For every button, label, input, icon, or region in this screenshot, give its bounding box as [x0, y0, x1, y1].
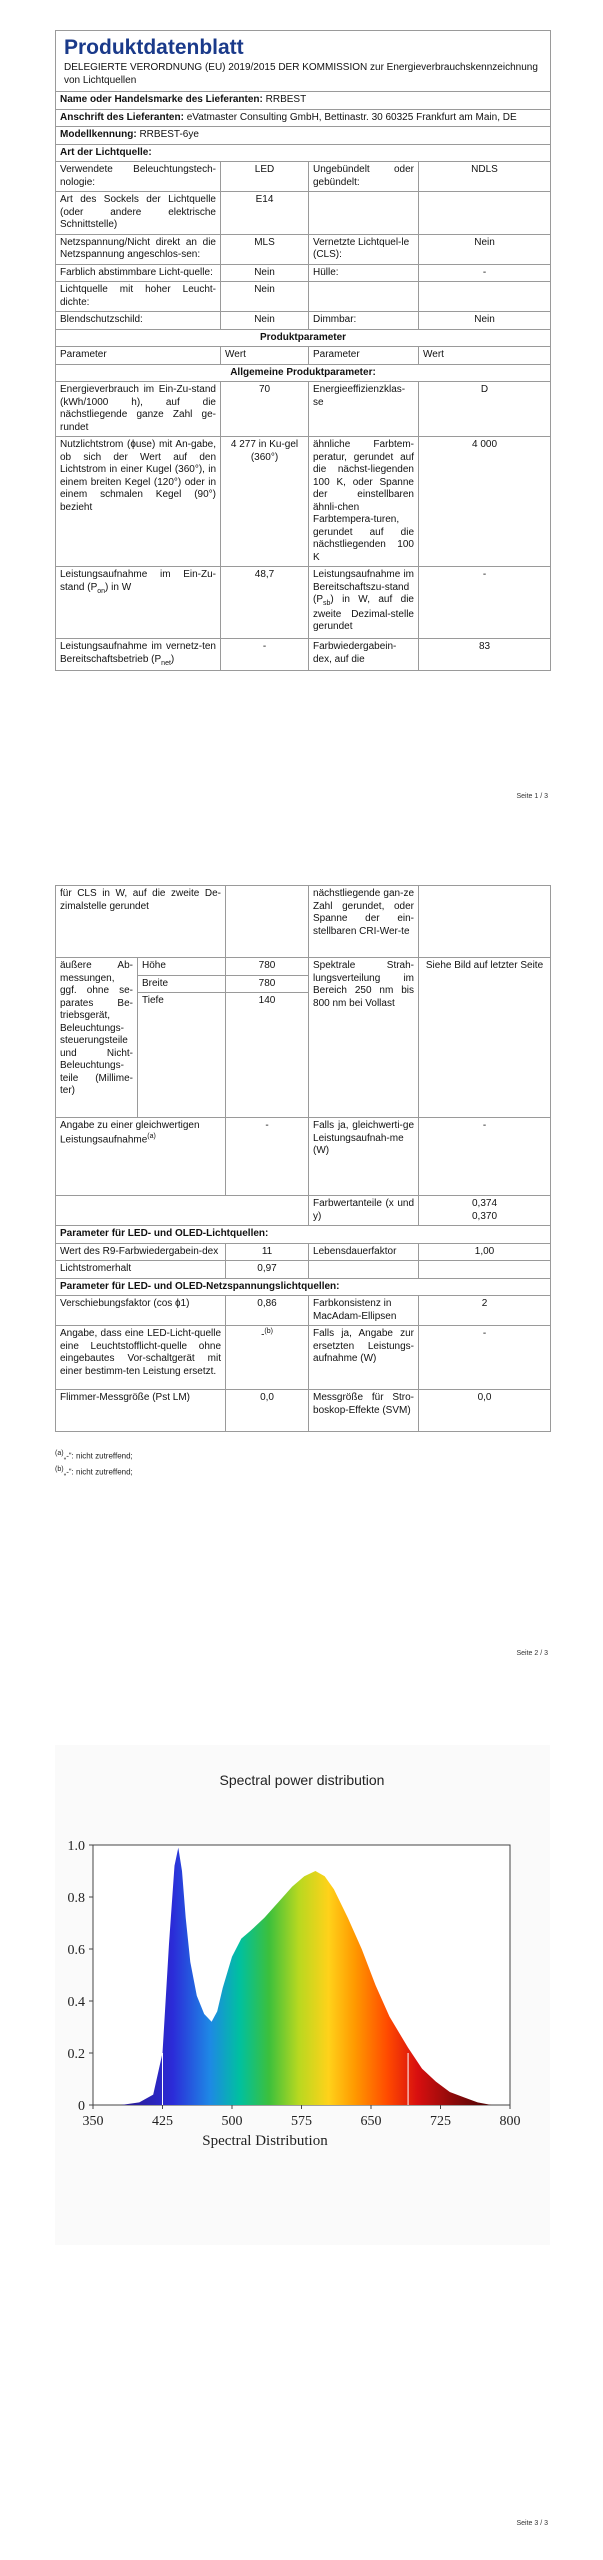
row-value: 4 277 in Ku-gel (360°) [221, 437, 309, 567]
r9-label: Wert des R9-Farbwiedergabein-dex [56, 1243, 226, 1261]
document-title: Produktdatenblatt [64, 36, 244, 59]
psb-tail: ) in W, auf die zweite Dezimal-stelle gerundet [313, 594, 414, 633]
x-tick-label: 800 [499, 2114, 521, 2129]
pnet-value: - [221, 639, 309, 671]
empty-cell [56, 1196, 309, 1226]
shift-value: 0,86 [226, 1296, 309, 1326]
row-label: Ungebündelt oder gebündelt: [309, 162, 419, 192]
page-footer: Seite 3 / 3 [516, 2520, 548, 2527]
table-row [56, 1390, 551, 1432]
cri-label: Farbwiedergabein-dex, auf die [309, 639, 419, 671]
chroma-label: Farbwertanteile (x und y) [309, 1196, 419, 1226]
row-value: Nein [419, 234, 551, 264]
consistency-label: Farbkonsistenz in MacAdam-Ellipsen [309, 1296, 419, 1326]
empty-cell [419, 1261, 551, 1279]
supplier-name-label: Name oder Handelsmarke des Lieferanten: [60, 94, 263, 106]
width-value: 780 [226, 975, 309, 993]
led-oled-heading: Parameter für LED- und OLED-Lichtquellen: [56, 1226, 551, 1244]
spectral-label: Spektrale Strah-lungsverteilung im Bereich 250 nm bis 800 nm bei Vollast [309, 958, 419, 1118]
row-value: MLS [221, 234, 309, 264]
lifetime-value: 1,00 [419, 1243, 551, 1261]
pon-tail: ) in W [105, 581, 132, 593]
table-row [56, 264, 551, 282]
replace-power-value: - [419, 1326, 551, 1390]
row-value: - [419, 264, 551, 282]
model-value: RRBEST-6ye [139, 129, 199, 141]
replace-value-cell [226, 1326, 309, 1390]
row-label: Art des Sockels der Lichtquelle (oder andere elektrische Schnittstelle) [56, 192, 221, 235]
table-row [56, 1261, 551, 1279]
row-label: Nutzlichtstrom (ɸuse) mit An-gabe, ob sich der Wert auf den Lichtstrom in einer Kugel (360°), in einem breiten Kegel (120°) oder in einem schmalen Kegel (90°) bezieht [56, 437, 221, 567]
table-row [56, 886, 551, 958]
pon-value: 48,7 [221, 567, 309, 639]
x-tick-label: 500 [221, 2114, 243, 2129]
supplier-name-value: RRBEST [265, 94, 307, 106]
flicker-label: Flimmer-Messgröße (Pst LM) [56, 1390, 226, 1432]
pnet-label: Leistungsaufnahme im vernetz-ten Bereitschaftsbetrieb (P [60, 641, 216, 665]
row-value [419, 192, 551, 235]
psb-label-cell [309, 567, 419, 639]
column-header: Wert [419, 347, 551, 365]
row-label [309, 282, 419, 312]
y-tick-label: 0.2 [67, 2047, 85, 2062]
row-label: Energieverbrauch im Ein-Zu-stand (kWh/1000 h), auf die nächstliegende ganze Zahl ge-rundet [56, 382, 221, 437]
width-label: Breite [138, 975, 226, 993]
replace-power-label: Falls ja, Angabe zur ersetzten Leistungs-aufnahme (W) [309, 1326, 419, 1390]
row-value: Nein [221, 312, 309, 330]
table-row [56, 234, 551, 264]
depth-value: 140 [226, 993, 309, 1118]
row-value: Nein [419, 312, 551, 330]
cri-value: 83 [419, 639, 551, 671]
model-label: Modellkennung: [60, 129, 137, 141]
row-label: Verwendete Beleuchtungstech-nologie: [56, 162, 221, 192]
table-row [56, 1243, 551, 1261]
row-label: Netzspannung/Nicht direkt an die Netzspannung angeschlos-sen: [56, 234, 221, 264]
row-label: Hülle: [309, 264, 419, 282]
strobe-label: Messgröße für Stro-boskop-Effekte (SVM) [309, 1390, 419, 1432]
replace-label: Angabe, dass eine LED-Licht-quelle eine Leuchtstofflicht-quelle ohne eingebautes Vor-schaltgerät mit einer bestimm-ten Leistung ersetzt. [56, 1326, 226, 1390]
table-row [56, 639, 551, 671]
row-value: Nein [221, 282, 309, 312]
psb-sub: sb [323, 600, 331, 608]
table-row [56, 567, 551, 639]
column-header: Wert [221, 347, 309, 365]
equiv-label-cell [56, 1118, 226, 1196]
footnote-a [55, 1450, 133, 1462]
table-row [56, 382, 551, 437]
row-label [309, 192, 419, 235]
table-row [56, 162, 551, 192]
row-value [226, 886, 309, 958]
chart-title: Spectral power distribution [219, 1772, 385, 1788]
footnote-b-text: „-“: nicht zutreffend; [63, 1467, 133, 1477]
supplier-address-value: eVatmaster Consulting GmbH, Bettinastr. 30 60325 Frankfurt am Main, DE [186, 111, 517, 123]
footnote-a-marker: (a) [55, 1450, 64, 1457]
page1-datasheet-table [55, 30, 551, 671]
x-tick-label: 650 [360, 2114, 382, 2129]
model-row [56, 127, 551, 145]
table-row [56, 282, 551, 312]
row-value [419, 282, 551, 312]
supplier-address-row [56, 109, 551, 127]
row-value: LED [221, 162, 309, 192]
equiv-sup: (a) [147, 1132, 156, 1140]
y-tick-label: 1.0 [67, 1839, 85, 1854]
y-tick-label: 0 [78, 2099, 85, 2114]
spectral-chart-panel [55, 1745, 550, 2245]
replace-value: - [261, 1329, 265, 1341]
column-header: Parameter [56, 347, 221, 365]
table-row [56, 192, 551, 235]
pon-label-cell [56, 567, 221, 639]
table-row [56, 1326, 551, 1390]
supplier-name-row [56, 92, 551, 110]
psb-label: Leistungsaufnahme im Bereitschaftszu-stand (P [313, 569, 414, 606]
pon-sub: on [97, 587, 106, 595]
empty-cell [309, 1261, 419, 1279]
table-row [56, 1196, 551, 1226]
pnet-tail: ) [170, 653, 175, 665]
replace-sup: (b) [264, 1328, 273, 1335]
row-label: ähnliche Farbtem-peratur, gerundet auf die nächst-liegenden 100 K, oder Spanne der einstellbaren ähnli-chen Farbtempera-turen, gerundet auf die nächstliegenden 100 K [309, 437, 419, 567]
equiv-power-label: Falls ja, gleichwerti-ge Leistungsaufnah-me (W) [309, 1118, 419, 1196]
equiv-power-value: - [419, 1118, 551, 1196]
dimensions-label: äußere Ab-messungen, ggf. ohne se-parates Be-triebsgerät, Beleuchtungs-steuerungsteile und Nicht-Beleuchtungs-teile (Millime-ter) [56, 958, 138, 1118]
spectral-power-chart [55, 1745, 550, 2245]
row-label: Energieeffizienzklas-se [309, 382, 419, 437]
row-label: Dimmbar: [309, 312, 419, 330]
strobe-value: 0,0 [419, 1390, 551, 1432]
flicker-value: 0,0 [226, 1390, 309, 1432]
row-label: Blendschutzschild: [56, 312, 221, 330]
row-value [419, 886, 551, 958]
row-value: Nein [221, 264, 309, 282]
product-params-heading: Produktparameter [56, 329, 551, 347]
page-footer: Seite 2 / 3 [516, 1650, 548, 1657]
table-row [56, 1118, 551, 1196]
regulation-text: DELEGIERTE VERORDNUNG (EU) 2019/2015 DER KOMMISSION zur Energieverbrauchskennzeichnung von Lichtquellen [64, 62, 538, 86]
row-label: Vernetzte Lichtquel-le (CLS): [309, 234, 419, 264]
general-params-heading: Allgemeine Produktparameter: [56, 364, 551, 382]
row-label: Lichtquelle mit hoher Leucht-dichte: [56, 282, 221, 312]
row-label: nächstliegende gan-ze Zahl gerundet, oder Spanne der ein-stellbaren CRI-Wer-te [309, 886, 419, 958]
page-footer: Seite 1 / 3 [516, 793, 548, 800]
footnote-b [55, 1466, 133, 1478]
table-header-row [56, 347, 551, 365]
x-tick-label: 350 [82, 2114, 104, 2129]
y-tick-label: 0.6 [67, 1943, 85, 1958]
x-tick-label: 575 [291, 2114, 312, 2129]
equiv-value: - [226, 1118, 309, 1196]
table-row [56, 437, 551, 567]
equiv-label: Angabe zu einer gleichwertigen Leistungsaufnahme [60, 1120, 200, 1145]
y-tick-label: 0.8 [67, 1891, 85, 1906]
consistency-value: 2 [419, 1296, 551, 1326]
column-header: Parameter [309, 347, 419, 365]
maintenance-value: 0,97 [226, 1261, 309, 1279]
mains-heading: Parameter für LED- und OLED-Netzspannungslichtquellen: [56, 1278, 551, 1296]
pnet-label-cell [56, 639, 221, 671]
table-row [56, 1296, 551, 1326]
chroma-values [419, 1196, 551, 1226]
maintenance-label: Lichtstromerhalt [56, 1261, 226, 1279]
row-value: NDLS [419, 162, 551, 192]
lifetime-label: Lebensdauerfaktor [309, 1243, 419, 1261]
row-label: für CLS in W, auf die zweite De-zimalstelle gerundet [56, 886, 226, 958]
shift-label: Verschiebungsfaktor (cos ɸ1) [56, 1296, 226, 1326]
footnote-a-text: „-“: nicht zutreffend; [63, 1451, 133, 1461]
height-label: Höhe [138, 958, 226, 976]
table-row [56, 312, 551, 330]
x-tick-label: 725 [430, 2114, 451, 2129]
pon-label: Leistungsaufnahme im Ein-Zu-stand (P [60, 569, 216, 593]
supplier-address-label: Anschrift des Lieferanten: [60, 111, 184, 123]
height-value: 780 [226, 958, 309, 976]
row-value: E14 [221, 192, 309, 235]
light-source-type-heading: Art der Lichtquelle: [56, 144, 551, 162]
row-value: 4 000 [419, 437, 551, 567]
psb-value: - [419, 567, 551, 639]
row-label: Farblich abstimmbare Licht-quelle: [56, 264, 221, 282]
title-cell [56, 31, 551, 92]
spectral-value: Siehe Bild auf letzter Seite [419, 958, 551, 1118]
r9-value: 11 [226, 1243, 309, 1261]
row-value: 70 [221, 382, 309, 437]
chroma-y: 0,370 [472, 1210, 498, 1222]
row-value: D [419, 382, 551, 437]
footnote-b-marker: (b) [55, 1466, 64, 1473]
chroma-x: 0,374 [472, 1198, 498, 1209]
x-tick-label: 425 [152, 2114, 173, 2129]
page2-datasheet-table [55, 885, 551, 1432]
table-row [56, 958, 551, 976]
pnet-sub: net [161, 659, 171, 667]
chart-xlabel: Spectral Distribution [202, 2133, 328, 2149]
depth-label: Tiefe [138, 993, 226, 1118]
y-tick-label: 0.4 [67, 1995, 85, 2010]
